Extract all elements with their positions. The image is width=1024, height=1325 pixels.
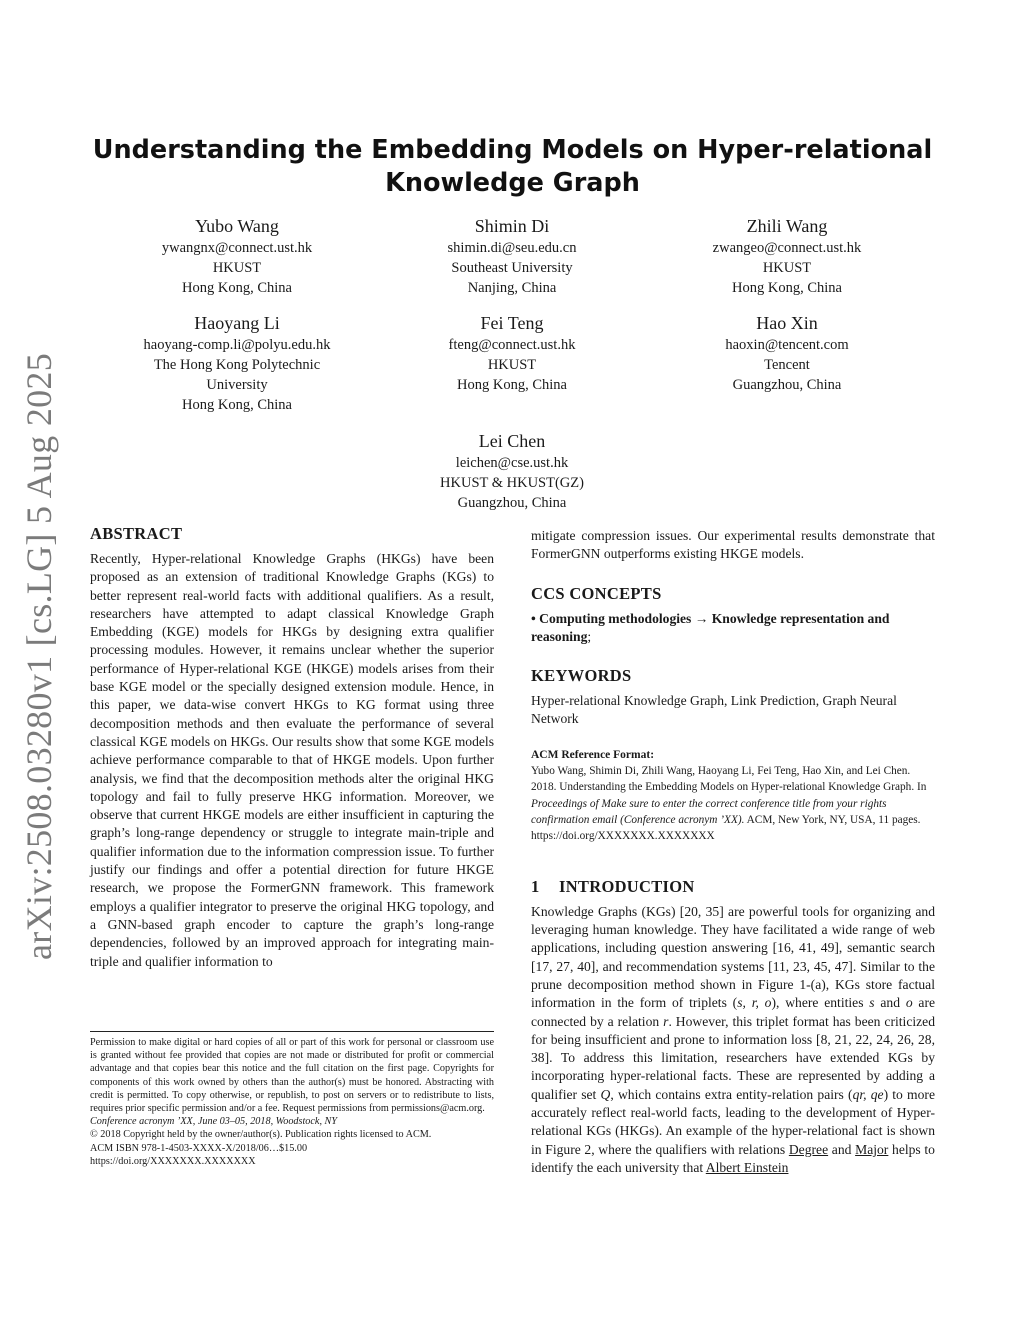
section-title: INTRODUCTION xyxy=(559,876,695,896)
acm-ref-text xyxy=(531,763,935,845)
intro-text: ) to more accurately reflect real-world facts, leading to the development of Hyper-relational KGs (HKGs). An example of the hyper-relational fact is shown in Figure 2, where the qualifiers with relations xyxy=(531,1086,935,1157)
underlined-term: Albert Einstein xyxy=(705,1159,789,1175)
intro-text: , which contains extra entity-relation pairs ( xyxy=(610,1086,853,1102)
author-name: Fei Teng xyxy=(480,313,544,333)
author-block xyxy=(657,311,917,395)
author-location: Hong Kong, China xyxy=(457,377,567,393)
math-term: r xyxy=(663,1013,669,1029)
underlined-term: Major xyxy=(855,1141,889,1157)
author-name: Lei Chen xyxy=(478,431,546,451)
permission-footnote xyxy=(90,1031,494,1168)
author-location: Nanjing, China xyxy=(467,280,557,296)
paper-title: Understanding the Embedding Models on Hyper-relational Knowledge Graph xyxy=(92,135,933,198)
intro-heading xyxy=(531,877,935,897)
author-location: Hong Kong, China xyxy=(732,280,842,296)
author-affiliation: HKUST & HKUST(GZ) xyxy=(440,475,584,491)
permission-text: Permission to make digital or hard copies of all or part of this work for personal or classroom use is granted without fee provided that copies are not made or distributed for profit or commercial advantage and that copies bear this notice and the full citation on the first page. Copyrights for components of this work owned by others than the author(s) must be honored. Abstracting with credit is permitted. To copy otherwise, or republish, to post on servers or to redistribute to lists, requires prior specific permission and/or a fee. Request permissions from permissions@acm.org. xyxy=(90,1037,494,1115)
intro-paragraph xyxy=(531,903,935,1177)
ccs-text: • Computing methodologies → Knowledge representation and reasoning xyxy=(531,610,890,644)
author-block xyxy=(107,311,367,415)
author-affiliation: HKUST xyxy=(212,260,262,276)
math-term: s, r, o xyxy=(737,995,772,1011)
author-affiliation: HKUST xyxy=(487,357,537,373)
section-number: 1 xyxy=(531,876,540,896)
author-block xyxy=(382,311,642,395)
intro-text: and xyxy=(828,1141,856,1157)
author-location: Hong Kong, China xyxy=(182,280,292,296)
acm-ref-heading: ACM Reference Format: xyxy=(531,748,655,761)
abstract-continuation: mitigate compression issues. Our experimental results demonstrate that FormerGNN outperforms existing HKGE models. xyxy=(531,528,935,562)
author-email[interactable]: haoxin@tencent.com xyxy=(725,337,849,353)
author-name: Zhili Wang xyxy=(746,216,828,236)
author-affiliation: Tencent xyxy=(764,357,810,373)
conference-info: Conference acronym ’XX, June 03–05, 2018, Woodstock, NY xyxy=(90,1116,338,1128)
left-column xyxy=(90,524,494,971)
acm-ref-part: ACM, New York, NY, USA, 11 pages. https://doi.org/XXXXXXX.XXXXXXX xyxy=(531,814,921,843)
author-email[interactable]: zwangeo@connect.ust.hk xyxy=(712,240,862,256)
math-term: o xyxy=(905,995,913,1011)
copyright-line: © 2018 Copyright held by the owner/author(s). Publication rights licensed to ACM. xyxy=(90,1129,432,1141)
keywords-heading: KEYWORDS xyxy=(531,666,632,686)
author-name: Hao Xin xyxy=(756,313,818,333)
author-block xyxy=(657,214,917,298)
math-term: qr, qe xyxy=(852,1086,884,1102)
intro-text: ), where entities xyxy=(771,995,870,1011)
underlined-term: Degree xyxy=(788,1141,829,1157)
author-email[interactable]: shimin.di@seu.edu.cn xyxy=(447,240,577,256)
author-location: Guangzhou, China xyxy=(457,495,567,511)
math-term: Q xyxy=(600,1086,611,1102)
author-name: Shimin Di xyxy=(474,216,550,236)
right-column xyxy=(531,527,935,1177)
author-block xyxy=(382,429,642,513)
author-email[interactable]: fteng@connect.ust.hk xyxy=(448,337,576,353)
intro-text: and xyxy=(874,995,906,1011)
author-email[interactable]: ywangnx@connect.ust.hk xyxy=(161,240,313,256)
author-location: Hong Kong, China xyxy=(182,397,292,413)
acm-ref-part: Yubo Wang, Shimin Di, Zhili Wang, Haoyang Li, Fei Teng, Hao Xin, and Lei Chen. 2018. Understanding the Embedding Models on Hyper-relational Knowledge Graph. In xyxy=(531,764,927,794)
keywords-text: Hyper-relational Knowledge Graph, Link Prediction, Graph Neural Network xyxy=(531,693,897,727)
author-affiliation: The Hong Kong Polytechnic xyxy=(153,357,321,373)
author-affiliation: HKUST xyxy=(762,260,812,276)
author-name: Haoyang Li xyxy=(194,313,280,333)
ccs-suffix: ; xyxy=(587,628,592,644)
intro-text: helps to identify the each university that xyxy=(531,1141,935,1175)
author-affiliation: University xyxy=(206,377,268,393)
arxiv-stamp: arXiv:2508.03280v1 [cs.LG] 5 Aug 2025 xyxy=(19,352,59,960)
acm-ref-venue: Proceedings of Make sure to enter the correct conference title from your rights confirmation email (Conference acronym ’XX). xyxy=(531,797,887,826)
author-block xyxy=(382,214,642,298)
intro-text: are connected by a relation xyxy=(531,995,936,1029)
author-email[interactable]: leichen@cse.ust.hk xyxy=(455,455,569,471)
intro-text: Knowledge Graphs (KGs) [20, 35] are powerful tools for organizing and leveraging human knowledge. They have facilitated a wide range of web applications, including question answering [16, 41, 49], semantic search [17, 27, 40], and recommendation systems [11, 23, 45, 47]. Similar to the prune decomposition method shown in Figure 1-(a), KGs store factual information in the form of triplets ( xyxy=(531,903,935,1011)
ccs-concepts xyxy=(531,610,935,647)
math-term: s xyxy=(869,995,875,1011)
ccs-heading: CCS CONCEPTS xyxy=(531,583,662,603)
author-name: Yubo Wang xyxy=(195,216,279,236)
author-affiliation: Southeast University xyxy=(451,260,573,276)
author-block xyxy=(107,214,367,298)
doi-link[interactable]: https://doi.org/XXXXXXX.XXXXXXX xyxy=(90,1155,256,1167)
abstract-text: Recently, Hyper-relational Knowledge Graphs (HKGs) have been proposed as an extension of traditional Knowledge Graphs (KGs) to better represent real-world facts with additional qualifiers. As a result, researchers have attempted to adapt classical Knowledge Graph Embedding (KGE) models for HKGs by designing extra qualifier processing modules. However, it remains unclear whether the superior performance of Hyper-relational KGE (HKGE) models arises from their base KGE model or the specially designed extension module. Hence, in this paper, we data-wise convert HKGs to KG format using three decomposition methods and then evaluate the performance of several classical KGE models on HKGs. Our results show that some KGE models achieve performance comparable to that of HKGE models. Upon further analysis, we find that the decomposition methods alter the original HKG topology and fail to fully preserve HKG information. Moreover, we observe that current HKGE models are either insufficient in capturing the graph’s long-range dependency or struggle to integrate main-triple and qualifier information due to the information compression issue. To further justify our findings and offer a potential direction for future HKGE research, we propose the FormerGNN framework. This framework employs a qualifier integrator to preserve the original HKG topology, and a GNN-based graph encoder to capture the graph’s long-range dependencies, followed by an improved approach for integrating main-triple and qualifier information to xyxy=(90,551,494,969)
isbn-line: ACM ISBN 978-1-4503-XXXX-X/2018/06…$15.00 xyxy=(90,1142,308,1154)
author-email[interactable]: haoyang-comp.li@polyu.edu.hk xyxy=(143,337,331,353)
abstract-heading: ABSTRACT xyxy=(90,524,183,543)
author-location: Guangzhou, China xyxy=(732,377,842,393)
intro-text: . However, this triplet format has been criticized for being insufficient and prone to information loss [8, 21, 22, 24, 26, 28, 38]. To address this limitation, researchers have extended KGs by incorporating hyper-relational facts. These are represented by adding a qualifier set xyxy=(531,1013,935,1102)
